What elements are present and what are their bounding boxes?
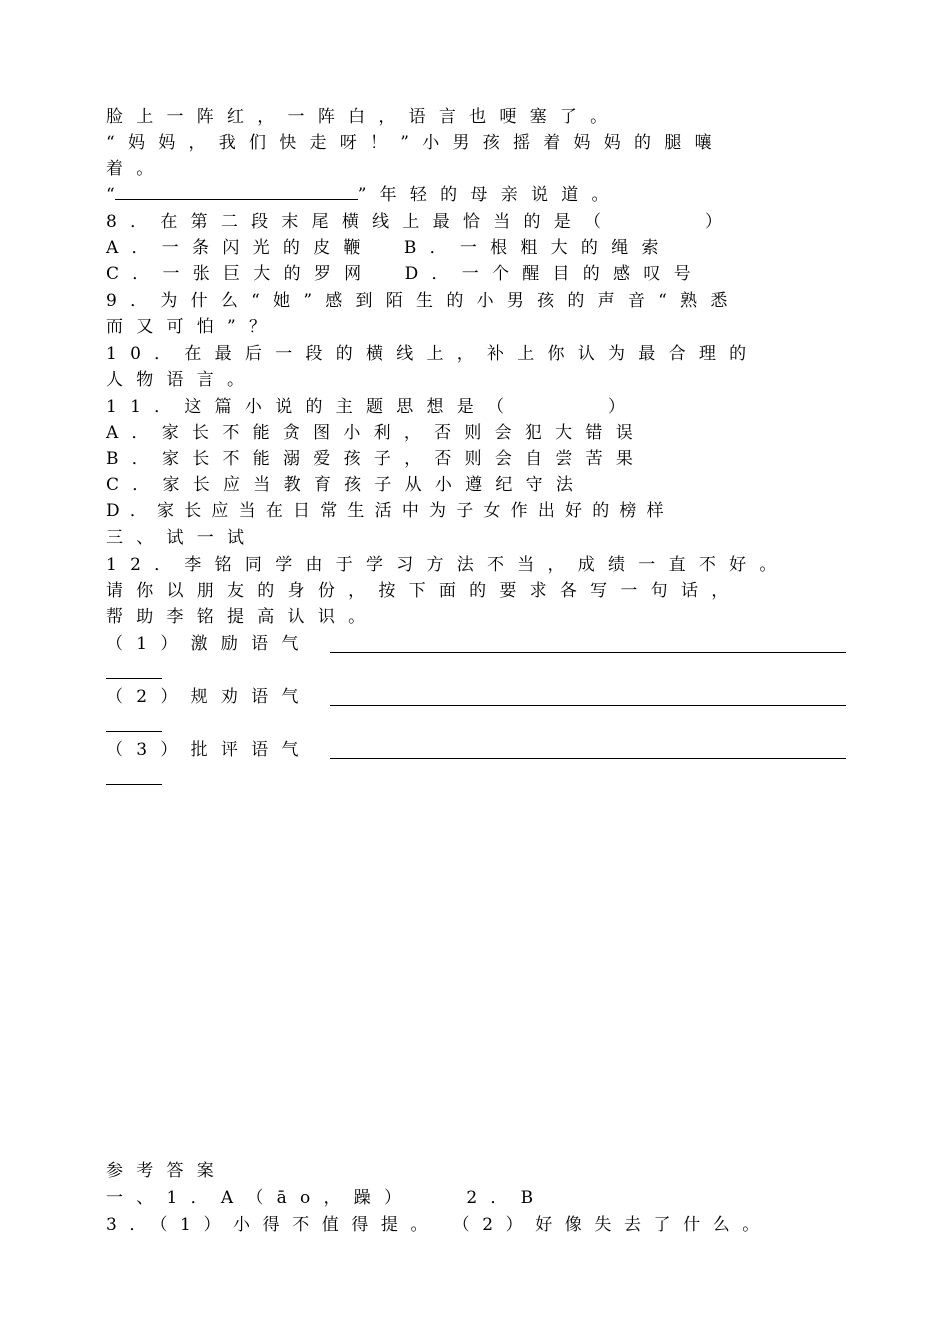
q12-item-2-label: （2）规劝语气: [106, 687, 312, 707]
passage-line-3: 着。: [106, 159, 167, 179]
answers-line-2: 3．（1）小得不值得提。 （2）好像失去了什么。: [106, 1215, 772, 1235]
q12-item-3-answer-line-cont: [106, 784, 162, 785]
q8-stem: 8．在第二段末尾横线上最恰当的是（ ）: [106, 212, 736, 232]
q12-item-3-label: （3）批评语气: [106, 740, 312, 760]
q12-item-2-answer-line: [330, 705, 846, 706]
q10-line-2: 人物语言。: [106, 370, 258, 390]
q12-item-2-answer-line-cont: [106, 731, 162, 732]
q8-options-cd: C．一张巨大的罗网 D．一个醒目的感叹号: [106, 264, 704, 284]
quote-close-text: ”年轻的母亲说道。: [357, 185, 622, 205]
q12-item-1-label: （1）激励语气: [106, 634, 312, 654]
answers-line-1: 一、1．A（āo，躁） 2．B: [106, 1188, 547, 1208]
passage-line-2: “妈妈，我们快走呀！”小男孩摇着妈妈的腿嚷: [106, 133, 725, 153]
q11-option-c: C．家长应当教育孩子从小遵纪守法: [106, 475, 587, 495]
passage-line-4: [106, 184, 876, 206]
q11-option-b: B．家长不能溺爱孩子，否则会自尝苦果: [106, 449, 647, 469]
q8-options-ab: A．一条闪光的皮鞭 B．一根粗大的绳索: [106, 238, 672, 258]
q11-option-a: A．家长不能贪图小利，否则会犯大错误: [106, 423, 646, 443]
q12-item-1-answer-line: [330, 652, 846, 653]
q11-option-d: D．家长应当在日常生活中为子女作出好的榜样: [106, 501, 674, 521]
q9-line-2: 而又可怕”？: [106, 317, 280, 337]
answer-blank: [115, 185, 358, 200]
q12-item-3-answer-line: [330, 758, 846, 759]
quote-open: “: [106, 185, 115, 205]
q12-line-2: 请你以朋友的身份，按下面的要求各写一句话，: [106, 581, 742, 601]
q9-line-1: 9．为什么“她”感到陌生的小男孩的声音“熟悉: [106, 291, 741, 311]
q12-line-3: 帮助李铭提高认识。: [106, 607, 379, 627]
section-3-title: 三、试一试: [106, 528, 258, 548]
q11-stem: 11．这篇小说的主题思想是（ ）: [106, 397, 639, 417]
passage-line-1: 脸上一阵红，一阵白，语言也哽塞了。: [106, 107, 621, 127]
answers-title: 参考答案: [106, 1161, 228, 1181]
q12-item-1-answer-line-cont: [106, 678, 162, 679]
q10-line-1: 10．在最后一段的横线上，补上你认为最合理的: [106, 344, 760, 364]
q12-line-1: 12．李铭同学由于学习方法不当，成绩一直不好。: [106, 555, 790, 575]
